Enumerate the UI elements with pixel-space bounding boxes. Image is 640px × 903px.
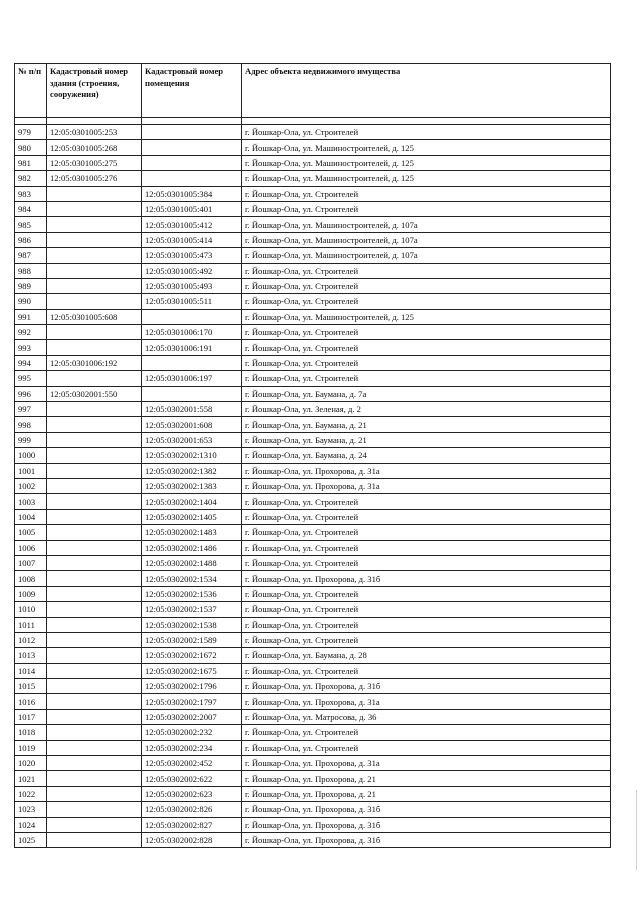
table-row — [15, 478, 611, 493]
cell-num: 1017 — [15, 709, 47, 724]
cell-num: 991 — [15, 309, 47, 324]
cell-room-cadastral: 12:05:0302002:234 — [142, 740, 242, 755]
cell-address: г. Йошкар-Ола, ул. Прохорова, д. 21 — [242, 786, 611, 801]
cell-building-cadastral — [47, 294, 142, 309]
header-spacer-row — [15, 118, 611, 125]
cell-address: г. Йошкар-Ола, ул. Прохорова, д. 31а — [242, 756, 611, 771]
cell-address: г. Йошкар-Ола, ул. Прохорова, д. 31б — [242, 571, 611, 586]
cell-address: г. Йошкар-Ола, ул. Строителей — [242, 340, 611, 355]
header-row — [15, 64, 611, 118]
cell-num: 1007 — [15, 555, 47, 570]
cell-num: 1004 — [15, 509, 47, 524]
cell-num: 1014 — [15, 663, 47, 678]
cell-num: 997 — [15, 402, 47, 417]
table-row — [15, 571, 611, 586]
cell-room-cadastral: 12:05:0302002:827 — [142, 817, 242, 832]
spacer-cell — [242, 118, 611, 125]
cell-num: 985 — [15, 217, 47, 232]
cell-address: г. Йошкар-Ола, ул. Строителей — [242, 125, 611, 140]
cell-address: г. Йошкар-Ола, ул. Баумана, д. 28 — [242, 648, 611, 663]
table-row — [15, 817, 611, 832]
cell-room-cadastral: 12:05:0301006:197 — [142, 371, 242, 386]
cell-room-cadastral: 12:05:0302002:2007 — [142, 709, 242, 724]
table-row — [15, 355, 611, 370]
cell-address: г. Йошкар-Ола, ул. Строителей — [242, 725, 611, 740]
cell-building-cadastral: 12:05:0301005:275 — [47, 155, 142, 170]
cell-room-cadastral — [142, 386, 242, 401]
table-row — [15, 201, 611, 216]
table-row — [15, 740, 611, 755]
cell-num: 1021 — [15, 771, 47, 786]
cell-num: 1018 — [15, 725, 47, 740]
cell-room-cadastral: 12:05:0302002:1404 — [142, 494, 242, 509]
cell-room-cadastral: 12:05:0302002:1488 — [142, 555, 242, 570]
table-row — [15, 125, 611, 140]
cell-building-cadastral — [47, 448, 142, 463]
cell-num: 981 — [15, 155, 47, 170]
spacer-cell — [15, 118, 47, 125]
cell-building-cadastral — [47, 832, 142, 847]
cell-room-cadastral: 12:05:0302002:622 — [142, 771, 242, 786]
cell-room-cadastral — [142, 140, 242, 155]
cell-num: 988 — [15, 263, 47, 278]
cell-address: г. Йошкар-Ола, ул. Строителей — [242, 371, 611, 386]
cell-room-cadastral: 12:05:0302002:1797 — [142, 694, 242, 709]
cell-num: 1024 — [15, 817, 47, 832]
cell-address: г. Йошкар-Ола, ул. Прохорова, д. 31а — [242, 463, 611, 478]
cell-room-cadastral — [142, 155, 242, 170]
header-building-cadastral: Кадастровый номер здания (строения, сооружения) — [47, 64, 142, 118]
cell-building-cadastral — [47, 817, 142, 832]
cell-room-cadastral: 12:05:0302002:1672 — [142, 648, 242, 663]
cell-building-cadastral — [47, 509, 142, 524]
cell-num: 984 — [15, 201, 47, 216]
cell-building-cadastral — [47, 201, 142, 216]
cell-address: г. Йошкар-Ола, ул. Баумана, д. 24 — [242, 448, 611, 463]
table-row — [15, 417, 611, 432]
cell-num: 1023 — [15, 802, 47, 817]
table-header — [15, 64, 611, 125]
cell-num: 990 — [15, 294, 47, 309]
cell-building-cadastral — [47, 632, 142, 647]
cell-building-cadastral — [47, 278, 142, 293]
cell-building-cadastral — [47, 602, 142, 617]
cell-num: 986 — [15, 232, 47, 247]
cell-building-cadastral — [47, 478, 142, 493]
cell-room-cadastral: 12:05:0302002:623 — [142, 786, 242, 801]
cell-room-cadastral: 12:05:0302002:452 — [142, 756, 242, 771]
cell-address: г. Йошкар-Ола, ул. Прохорова, д. 31б — [242, 832, 611, 847]
cell-address: г. Йошкар-Ола, ул. Строителей — [242, 632, 611, 647]
cell-room-cadastral: 12:05:0302001:653 — [142, 432, 242, 447]
cell-building-cadastral — [47, 432, 142, 447]
cell-building-cadastral — [47, 417, 142, 432]
cell-address: г. Йошкар-Ола, ул. Строителей — [242, 294, 611, 309]
scan-edge-mark — [636, 790, 637, 870]
cell-building-cadastral — [47, 325, 142, 340]
cell-room-cadastral: 12:05:0302002:232 — [142, 725, 242, 740]
table-row — [15, 186, 611, 201]
cell-num: 1011 — [15, 617, 47, 632]
table-row — [15, 694, 611, 709]
cell-address: г. Йошкар-Ола, ул. Строителей — [242, 663, 611, 678]
cell-address: г. Йошкар-Ола, ул. Строителей — [242, 525, 611, 540]
cell-address: г. Йошкар-Ола, ул. Строителей — [242, 186, 611, 201]
table-row — [15, 709, 611, 724]
cell-num: 996 — [15, 386, 47, 401]
cell-num: 1012 — [15, 632, 47, 647]
cell-room-cadastral: 12:05:0301005:414 — [142, 232, 242, 247]
cell-address: г. Йошкар-Ола, ул. Строителей — [242, 540, 611, 555]
cell-address: г. Йошкар-Ола, ул. Баумана, д. 21 — [242, 417, 611, 432]
cell-num: 1006 — [15, 540, 47, 555]
cell-num: 1003 — [15, 494, 47, 509]
table-row — [15, 248, 611, 263]
table-row — [15, 232, 611, 247]
cell-address: г. Йошкар-Ола, ул. Баумана, д. 7а — [242, 386, 611, 401]
cell-address: г. Йошкар-Ола, ул. Зеленая, д. 2 — [242, 402, 611, 417]
cell-num: 995 — [15, 371, 47, 386]
cell-num: 1019 — [15, 740, 47, 755]
table-row — [15, 432, 611, 447]
table-row — [15, 340, 611, 355]
cell-room-cadastral: 12:05:0302001:558 — [142, 402, 242, 417]
cell-building-cadastral — [47, 802, 142, 817]
cell-building-cadastral — [47, 679, 142, 694]
cell-num: 1001 — [15, 463, 47, 478]
cell-building-cadastral — [47, 725, 142, 740]
cell-num: 993 — [15, 340, 47, 355]
cell-building-cadastral: 12:05:0301006:192 — [47, 355, 142, 370]
cell-num: 992 — [15, 325, 47, 340]
cell-building-cadastral — [47, 586, 142, 601]
cell-room-cadastral: 12:05:0302002:1536 — [142, 586, 242, 601]
cell-building-cadastral — [47, 525, 142, 540]
cell-room-cadastral: 12:05:0302002:1534 — [142, 571, 242, 586]
cell-room-cadastral: 12:05:0301005:384 — [142, 186, 242, 201]
cell-address: г. Йошкар-Ола, ул. Строителей — [242, 617, 611, 632]
table-row — [15, 802, 611, 817]
cell-num: 999 — [15, 432, 47, 447]
cell-num: 994 — [15, 355, 47, 370]
cell-room-cadastral: 12:05:0302002:1382 — [142, 463, 242, 478]
table-row — [15, 294, 611, 309]
table-row — [15, 832, 611, 847]
cell-building-cadastral — [47, 740, 142, 755]
cell-room-cadastral: 12:05:0301006:191 — [142, 340, 242, 355]
cell-building-cadastral — [47, 371, 142, 386]
cell-num: 1016 — [15, 694, 47, 709]
cell-room-cadastral: 12:05:0302002:828 — [142, 832, 242, 847]
cell-num: 1010 — [15, 602, 47, 617]
cell-room-cadastral: 12:05:0302002:1405 — [142, 509, 242, 524]
table-row — [15, 140, 611, 155]
table-row — [15, 771, 611, 786]
table-body — [15, 125, 611, 848]
cell-building-cadastral — [47, 555, 142, 570]
cell-building-cadastral: 12:05:0301005:608 — [47, 309, 142, 324]
cell-address: г. Йошкар-Ола, ул. Строителей — [242, 355, 611, 370]
cell-building-cadastral — [47, 494, 142, 509]
cell-building-cadastral — [47, 648, 142, 663]
cell-address: г. Йошкар-Ола, ул. Строителей — [242, 740, 611, 755]
table-row — [15, 463, 611, 478]
cell-address: г. Йошкар-Ола, ул. Прохорова, д. 31б — [242, 679, 611, 694]
cell-address: г. Йошкар-Ола, ул. Прохорова, д. 21 — [242, 771, 611, 786]
table-row — [15, 494, 611, 509]
cell-num: 1000 — [15, 448, 47, 463]
cell-room-cadastral: 12:05:0302002:1538 — [142, 617, 242, 632]
cell-room-cadastral: 12:05:0302002:1483 — [142, 525, 242, 540]
table-row — [15, 278, 611, 293]
cell-address: г. Йошкар-Ола, ул. Прохорова, д. 31б — [242, 802, 611, 817]
cell-building-cadastral — [47, 786, 142, 801]
cell-room-cadastral: 12:05:0301005:401 — [142, 201, 242, 216]
cell-room-cadastral: 12:05:0302002:1310 — [142, 448, 242, 463]
table-row — [15, 540, 611, 555]
cell-building-cadastral — [47, 617, 142, 632]
cell-building-cadastral — [47, 463, 142, 478]
cell-building-cadastral — [47, 186, 142, 201]
cell-room-cadastral: 12:05:0302002:1383 — [142, 478, 242, 493]
cell-address: г. Йошкар-Ола, ул. Строителей — [242, 509, 611, 524]
cell-num: 1002 — [15, 478, 47, 493]
cell-address: г. Йошкар-Ола, ул. Строителей — [242, 201, 611, 216]
cell-num: 1025 — [15, 832, 47, 847]
cell-address: г. Йошкар-Ола, ул. Машиностроителей, д. 125 — [242, 140, 611, 155]
table-row — [15, 371, 611, 386]
cell-room-cadastral: 12:05:0301005:511 — [142, 294, 242, 309]
cell-building-cadastral — [47, 263, 142, 278]
cell-room-cadastral: 12:05:0301005:473 — [142, 248, 242, 263]
cell-address: г. Йошкар-Ола, ул. Машиностроителей, д. 125 — [242, 171, 611, 186]
cell-num: 980 — [15, 140, 47, 155]
cell-room-cadastral: 12:05:0301005:493 — [142, 278, 242, 293]
cell-num: 982 — [15, 171, 47, 186]
cell-room-cadastral — [142, 171, 242, 186]
cell-num: 1015 — [15, 679, 47, 694]
spacer-cell — [142, 118, 242, 125]
spacer-cell — [47, 118, 142, 125]
cell-address: г. Йошкар-Ола, ул. Машиностроителей, д. 107а — [242, 217, 611, 232]
cell-num: 989 — [15, 278, 47, 293]
cell-num: 1013 — [15, 648, 47, 663]
cell-num: 1009 — [15, 586, 47, 601]
cell-address: г. Йошкар-Ола, ул. Матросова, д. 36 — [242, 709, 611, 724]
cell-building-cadastral: 12:05:0301005:268 — [47, 140, 142, 155]
table-row — [15, 309, 611, 324]
table-row — [15, 586, 611, 601]
table-row — [15, 679, 611, 694]
table-row — [15, 217, 611, 232]
table-row — [15, 648, 611, 663]
cell-building-cadastral: 12:05:0302001:550 — [47, 386, 142, 401]
cell-building-cadastral — [47, 663, 142, 678]
cell-address: г. Йошкар-Ола, ул. Машиностроителей, д. 125 — [242, 309, 611, 324]
cell-building-cadastral — [47, 709, 142, 724]
cell-num: 998 — [15, 417, 47, 432]
cell-num: 983 — [15, 186, 47, 201]
cell-address: г. Йошкар-Ола, ул. Строителей — [242, 278, 611, 293]
cell-room-cadastral: 12:05:0302002:1796 — [142, 679, 242, 694]
table-row — [15, 786, 611, 801]
cell-address: г. Йошкар-Ола, ул. Строителей — [242, 602, 611, 617]
cell-num: 1022 — [15, 786, 47, 801]
table-row — [15, 602, 611, 617]
table-row — [15, 263, 611, 278]
cell-room-cadastral: 12:05:0302002:1486 — [142, 540, 242, 555]
table-row — [15, 555, 611, 570]
table-row — [15, 325, 611, 340]
cell-address: г. Йошкар-Ола, ул. Строителей — [242, 555, 611, 570]
cell-room-cadastral: 12:05:0302002:1589 — [142, 632, 242, 647]
cell-room-cadastral: 12:05:0301006:170 — [142, 325, 242, 340]
cell-address: г. Йошкар-Ола, ул. Прохорова, д. 31б — [242, 817, 611, 832]
cell-address: г. Йошкар-Ола, ул. Машиностроителей, д. 125 — [242, 155, 611, 170]
table-row — [15, 155, 611, 170]
table-row — [15, 402, 611, 417]
cell-address: г. Йошкар-Ола, ул. Баумана, д. 21 — [242, 432, 611, 447]
cell-building-cadastral: 12:05:0301005:276 — [47, 171, 142, 186]
table-row — [15, 725, 611, 740]
table-row — [15, 386, 611, 401]
cell-building-cadastral — [47, 540, 142, 555]
table-row — [15, 756, 611, 771]
cell-room-cadastral — [142, 309, 242, 324]
cell-room-cadastral: 12:05:0301005:412 — [142, 217, 242, 232]
cell-address: г. Йошкар-Ола, ул. Машиностроителей, д. 107а — [242, 248, 611, 263]
table-row — [15, 509, 611, 524]
cell-room-cadastral: 12:05:0302002:1675 — [142, 663, 242, 678]
table-row — [15, 525, 611, 540]
cell-room-cadastral — [142, 125, 242, 140]
property-registry-table — [14, 63, 611, 848]
table-row — [15, 632, 611, 647]
header-address: Адрес объекта недвижимого имущества — [242, 64, 611, 118]
table-row — [15, 448, 611, 463]
cell-building-cadastral — [47, 232, 142, 247]
cell-address: г. Йошкар-Ола, ул. Машиностроителей, д. 107а — [242, 232, 611, 247]
cell-room-cadastral: 12:05:0301005:492 — [142, 263, 242, 278]
cell-building-cadastral — [47, 694, 142, 709]
cell-building-cadastral — [47, 756, 142, 771]
cell-building-cadastral — [47, 571, 142, 586]
cell-address: г. Йошкар-Ола, ул. Прохорова, д. 31а — [242, 478, 611, 493]
cell-num: 987 — [15, 248, 47, 263]
header-num: № п/п — [15, 64, 47, 118]
cell-room-cadastral: 12:05:0302002:1537 — [142, 602, 242, 617]
header-room-cadastral: Кадастровый номер помещения — [142, 64, 242, 118]
cell-room-cadastral: 12:05:0302002:826 — [142, 802, 242, 817]
cell-address: г. Йошкар-Ола, ул. Строителей — [242, 586, 611, 601]
cell-building-cadastral — [47, 340, 142, 355]
table-row — [15, 617, 611, 632]
cell-address: г. Йошкар-Ола, ул. Строителей — [242, 263, 611, 278]
cell-num: 1005 — [15, 525, 47, 540]
cell-room-cadastral — [142, 355, 242, 370]
cell-building-cadastral — [47, 771, 142, 786]
table-row — [15, 171, 611, 186]
cell-num: 1008 — [15, 571, 47, 586]
cell-building-cadastral — [47, 248, 142, 263]
cell-num: 1020 — [15, 756, 47, 771]
cell-num: 979 — [15, 125, 47, 140]
table-row — [15, 663, 611, 678]
cell-building-cadastral — [47, 217, 142, 232]
cell-address: г. Йошкар-Ола, ул. Строителей — [242, 494, 611, 509]
cell-room-cadastral: 12:05:0302001:608 — [142, 417, 242, 432]
cell-address: г. Йошкар-Ола, ул. Прохорова, д. 31а — [242, 694, 611, 709]
cell-building-cadastral: 12:05:0301005:253 — [47, 125, 142, 140]
cell-address: г. Йошкар-Ола, ул. Строителей — [242, 325, 611, 340]
cell-building-cadastral — [47, 402, 142, 417]
